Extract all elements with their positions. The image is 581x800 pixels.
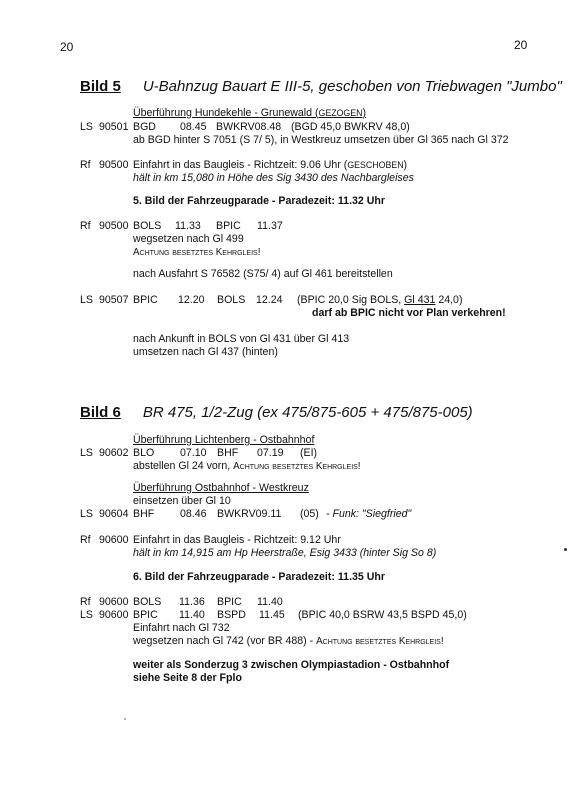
bild6-entry5-note: (BPIC 40,0 BSRW 43,5 BSPD 45,0) <box>298 609 467 621</box>
bild6-entry1-number: 90602 <box>99 447 129 459</box>
bild5-entry1-time: 08.45 <box>180 121 207 133</box>
bild6-entry5-station2: BSPD <box>217 609 246 621</box>
bild5-entry1-number: 90501 <box>99 121 129 133</box>
bild6-entry3-line1: Einfahrt in das Baugleis - Richtzeit: 9.12 Uhr <box>133 534 341 546</box>
bild6-entry4-station2: BPIC <box>217 596 242 608</box>
bild6-title: BR 475, 1/2-Zug (ex 475/875-605 + 475/875-005) <box>142 404 473 421</box>
bild5-transfer-header: Überführung Hundekehle - Grunewald (GEZOGEN) <box>133 107 367 119</box>
bild6-parade: 6. Bild der Fahrzeugparade - Paradezeit: 11.35 Uhr <box>133 571 385 583</box>
bild6-label: Bild 6 <box>80 404 121 421</box>
bild6-entry1-time2: 07.19 <box>257 447 284 459</box>
bild5-entry1-line2: ab BGD hinter S 7051 (S 7/ 5), in Westkreuz umsetzen über Gl 365 nach Gl 372 <box>133 134 509 146</box>
bild5-title: U-Bahnzug Bauart E III-5, geschoben von Triebwagen "Jumbo" <box>142 78 562 95</box>
bild5-entry3-number: 90500 <box>99 220 129 232</box>
bild6-entry4-number: 90600 <box>99 596 129 608</box>
bild5-entry3-line2: wegsetzen nach Gl 499 <box>133 233 244 245</box>
bild5-entry4-station2: BOLS <box>217 294 246 306</box>
bild6-entry4-time: 11.36 <box>179 596 205 608</box>
bild6-entry4-station: BOLS <box>133 596 162 608</box>
bild6-entry1-line2: abstellen Gl 24 vorn, Achtung besetztes Kehrgleis! <box>133 460 361 472</box>
bild5-entry3-time2: 11.37 <box>257 220 283 232</box>
bild5-entry4-line3: nach Ankunft in BOLS von Gl 431 über Gl 413 <box>133 333 350 345</box>
bild6-entry5-line2: Einfahrt nach Gl 732 <box>133 622 230 634</box>
page-number-left: 20 <box>60 40 74 54</box>
bild6-entry3-code: Rf <box>80 534 91 546</box>
bild5-entry2-line1: Einfahrt in das Baugleis - Richtzeit: 9.06 Uhr (GESCHOBEN) <box>133 159 408 171</box>
bild6-entry3-line2: hält in km 14,915 am Hp Heerstraße, Esig 3433 (hinter Sig So 8) <box>133 547 437 559</box>
bild6-entry1-time: 07.10 <box>180 447 207 459</box>
bild5-entry3-code: Rf <box>80 220 91 232</box>
bild6-entry5-code: LS <box>80 609 93 621</box>
bild6-entry5-station: BPIC <box>133 609 158 621</box>
bild5-entry1-code: LS <box>80 121 93 133</box>
bild6-entry2-line1: einsetzen über Gl 10 <box>133 495 231 507</box>
bild6-entry1-station: BLO <box>133 447 155 459</box>
bild5-entry4-warning: darf ab BPIC nicht vor Plan verkehren! <box>312 307 506 319</box>
bild6-entry2-station2: BWKRV09.11 <box>217 508 282 520</box>
bild5-label: Bild 5 <box>80 78 121 95</box>
bild5-heading <box>80 78 562 95</box>
bild5-entry4-station: BPIC <box>133 294 158 306</box>
bild6-entry1-code: LS <box>80 447 93 459</box>
bild5-entry4-time: 12.20 <box>178 294 205 306</box>
bild5-entry2-code: Rf <box>80 159 91 171</box>
bild5-entry1-station: BGD <box>133 121 156 133</box>
bild5-entry1-note: (BGD 45,0 BWKRV 48,0) <box>291 121 410 133</box>
bild6-entry1-note: (EI) <box>300 447 318 459</box>
bild5-entry4-time2: 12.24 <box>256 294 283 306</box>
bild5-entry3-station: BOLS <box>133 220 162 232</box>
bild5-parade: 5. Bild der Fahrzeugparade - Paradezeit: 11.32 Uhr <box>133 195 385 207</box>
bild5-entry3-station2: BPIC <box>216 220 241 232</box>
bild6-entry2-code: LS <box>80 508 93 520</box>
bild6-entry4-time2: 11.40 <box>257 596 283 608</box>
bild6-entry5-line5: siehe Seite 8 der Fplo <box>133 672 242 684</box>
bild5-entry1-station2: BWKRV08.48 <box>216 121 282 133</box>
bild6-entry5-number: 90600 <box>99 609 129 621</box>
bild5-entry3-warning: Achtung besetztes Kehrgleis! <box>133 247 261 258</box>
bild5-entry4-code: LS <box>80 294 93 306</box>
bild5-entry3-line4: nach Ausfahrt S 76582 (S75/ 4) auf Gl 461 bereitstellen <box>133 268 393 280</box>
bild6-entry5-time: 11.40 <box>179 609 205 621</box>
bild6-entry5-line3: wegsetzen nach Gl 742 (vor BR 488) - Achtung besetztes Kehrgleis! <box>133 635 444 647</box>
bild5-entry3-time: 11.33 <box>175 220 201 232</box>
page-number-right: 20 <box>514 38 528 52</box>
bild6-entry5-line4: weiter als Sonderzug 3 zwischen Olympiastadion - Ostbahnhof <box>133 659 450 671</box>
bild6-entry2-note: (05) <box>300 508 319 520</box>
bild6-entry3-number: 90600 <box>99 534 129 546</box>
bild6-heading <box>80 404 473 421</box>
bild6-transfer-header2: Überführung Ostbahnhof - Westkreuz <box>133 482 309 494</box>
bild6-entry2-time: 08.46 <box>180 508 207 520</box>
bild6-entry2-station: BHF <box>133 508 155 520</box>
bild6-entry5-time2: 11.45 <box>259 609 285 621</box>
scan-speck <box>564 548 567 551</box>
bild5-entry4-line4: umsetzen nach Gl 437 (hinten) <box>133 346 278 358</box>
bild6-entry2-radio: - Funk: "Siegfried" <box>326 508 412 520</box>
bild6-entry2-number: 90604 <box>99 508 129 520</box>
bild5-entry4-number: 90507 <box>99 294 129 306</box>
bild5-entry2-line2: hält in km 15,080 in Höhe des Sig 3430 des Nachbargleises <box>133 172 414 184</box>
bild6-entry4-code: Rf <box>80 596 91 608</box>
bild5-entry4-note: (BPIC 20,0 Sig BOLS, Gl 431 24,0) <box>297 294 463 306</box>
scan-speck <box>124 718 126 720</box>
bild6-entry1-station2: BHF <box>217 447 239 459</box>
bild5-entry2-number: 90500 <box>99 159 129 171</box>
bild6-transfer-header1: Überführung Lichtenberg - Ostbahnhof <box>133 434 315 446</box>
